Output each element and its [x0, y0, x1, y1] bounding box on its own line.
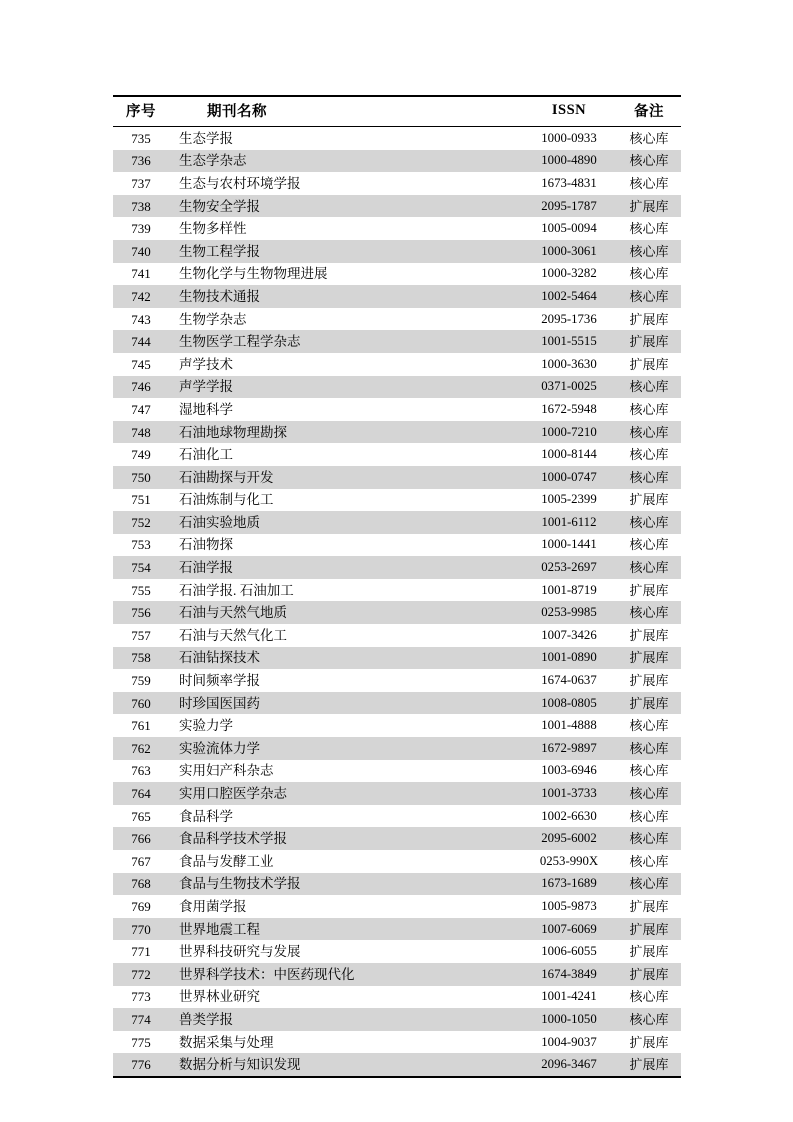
cell-issn: 1001-4241: [541, 989, 597, 1004]
cell-no: 776: [113, 1053, 169, 1077]
table-row: [113, 489, 681, 512]
cell-issn: 1008-0805: [521, 692, 617, 715]
table-row: [113, 1008, 681, 1031]
cell-no: 753: [131, 537, 151, 553]
cell-no: 751: [131, 492, 151, 508]
cell-no: 750: [113, 466, 169, 489]
cell-note: 核心库: [629, 808, 669, 824]
cell-note: 扩展库: [617, 918, 681, 941]
cell-no: 746: [113, 376, 169, 399]
table-row: [113, 285, 681, 308]
cell-note: 核心库: [629, 130, 669, 146]
cell-issn: 1674-3849: [521, 963, 617, 986]
table-row: [113, 127, 681, 150]
table-row: [113, 986, 681, 1009]
cell-journal-name: 声学技术: [179, 356, 233, 372]
column-header-issn: ISSN: [521, 96, 617, 127]
cell-no: 744: [113, 330, 169, 353]
table-row: [113, 940, 681, 963]
cell-note: 核心库: [629, 447, 669, 463]
cell-journal-name: 世界科学技术：中医药现代化: [169, 963, 521, 986]
cell-issn: 1006-6055: [541, 944, 597, 959]
table-row: [113, 624, 681, 647]
column-header-no: 序号: [113, 96, 169, 127]
table-row: [113, 714, 681, 737]
table-row: [113, 240, 681, 263]
cell-journal-name: 食用菌学报: [179, 898, 247, 914]
table-row: [113, 1053, 681, 1077]
table-row: [113, 353, 681, 376]
cell-note: 核心库: [617, 285, 681, 308]
column-header-name: 期刊名称: [169, 96, 521, 127]
cell-note: 核心库: [617, 240, 681, 263]
cell-journal-name: 石油化工: [179, 447, 233, 463]
table-row: [113, 647, 681, 670]
table-row: [113, 1031, 681, 1054]
cell-journal-name: 数据采集与处理: [179, 1034, 274, 1050]
table-row: [113, 918, 681, 941]
table-row: [113, 534, 681, 557]
cell-note: 核心库: [629, 853, 669, 869]
journal-list-table: [113, 95, 681, 1078]
table-row: [113, 963, 681, 986]
cell-journal-name: 石油与天然气地质: [169, 601, 521, 624]
cell-issn: 2096-3467: [521, 1053, 617, 1077]
table-row: [113, 737, 681, 760]
cell-journal-name: 石油物探: [179, 537, 233, 553]
table-header-row: [113, 96, 681, 127]
cell-issn: 1000-7210: [521, 421, 617, 444]
cell-note: 核心库: [617, 737, 681, 760]
cell-issn: 1000-3630: [541, 356, 597, 371]
column-header-note: 备注: [617, 96, 681, 127]
cell-no: 766: [113, 827, 169, 850]
cell-no: 775: [131, 1034, 151, 1050]
table-row: [113, 895, 681, 918]
cell-no: 736: [113, 150, 169, 173]
cell-note: 核心库: [629, 989, 669, 1005]
cell-no: 738: [113, 195, 169, 218]
cell-note: 核心库: [629, 763, 669, 779]
cell-journal-name: 世界林业研究: [179, 989, 260, 1005]
cell-note: 核心库: [617, 556, 681, 579]
cell-journal-name: 数据分析与知识发现: [169, 1053, 521, 1077]
cell-issn: 1002-5464: [521, 285, 617, 308]
cell-note: 核心库: [617, 827, 681, 850]
table-row: [113, 782, 681, 805]
cell-note: 核心库: [629, 401, 669, 417]
cell-no: 757: [131, 627, 151, 643]
table-header: [113, 96, 681, 127]
cell-no: 770: [113, 918, 169, 941]
cell-issn: 1007-6069: [521, 918, 617, 941]
cell-journal-name: 石油实验地质: [169, 511, 521, 534]
cell-no: 771: [131, 944, 151, 960]
cell-note: 扩展库: [629, 898, 669, 914]
table-row: [113, 421, 681, 444]
cell-journal-name: 世界科技研究与发展: [179, 944, 301, 960]
cell-issn: 1005-9873: [541, 898, 597, 913]
cell-no: 740: [113, 240, 169, 263]
cell-journal-name: 生物学杂志: [179, 311, 247, 327]
cell-issn: 0253-2697: [521, 556, 617, 579]
cell-journal-name: 生物安全学报: [169, 195, 521, 218]
cell-journal-name: 石油与天然气化工: [179, 627, 287, 643]
cell-no: 773: [131, 989, 151, 1005]
cell-issn: 1001-0890: [521, 647, 617, 670]
cell-journal-name: 生物医学工程学杂志: [169, 330, 521, 353]
table-row: [113, 398, 681, 421]
cell-journal-name: 时间频率学报: [179, 673, 260, 689]
table-row: [113, 601, 681, 624]
cell-no: 763: [131, 763, 151, 779]
table-row: [113, 827, 681, 850]
cell-journal-name: 石油地球物理勘探: [169, 421, 521, 444]
cell-note: 扩展库: [629, 673, 669, 689]
cell-journal-name: 时珍国医国药: [169, 692, 521, 715]
cell-no: 749: [131, 447, 151, 463]
cell-journal-name: 声学学报: [169, 376, 521, 399]
cell-note: 扩展库: [617, 195, 681, 218]
cell-no: 745: [131, 356, 151, 372]
cell-note: 扩展库: [617, 1053, 681, 1077]
cell-note: 核心库: [617, 421, 681, 444]
cell-issn: 1001-8719: [541, 582, 597, 597]
cell-journal-name: 石油钻探技术: [169, 647, 521, 670]
cell-issn: 1000-1050: [521, 1008, 617, 1031]
cell-note: 核心库: [617, 782, 681, 805]
cell-issn: 1005-0094: [541, 221, 597, 236]
cell-no: 762: [113, 737, 169, 760]
cell-journal-name: 食品与生物技术学报: [169, 873, 521, 896]
cell-issn: 1001-5515: [521, 330, 617, 353]
cell-no: 743: [131, 311, 151, 327]
cell-issn: 1000-8144: [541, 447, 597, 462]
cell-note: 核心库: [617, 601, 681, 624]
table-row: [113, 556, 681, 579]
cell-no: 760: [113, 692, 169, 715]
cell-issn: 1001-6112: [521, 511, 617, 534]
table-body: [113, 127, 681, 1077]
cell-journal-name: 生态学杂志: [169, 150, 521, 173]
cell-journal-name: 石油勘探与开发: [169, 466, 521, 489]
cell-issn: 1001-3733: [521, 782, 617, 805]
cell-journal-name: 食品科学: [179, 808, 233, 824]
table-row: [113, 511, 681, 534]
cell-no: 742: [113, 285, 169, 308]
cell-journal-name: 生物工程学报: [169, 240, 521, 263]
cell-note: 核心库: [617, 1008, 681, 1031]
table-row: [113, 669, 681, 692]
table-row: [113, 263, 681, 286]
cell-no: 756: [113, 601, 169, 624]
table-row: [113, 376, 681, 399]
cell-note: 扩展库: [629, 627, 669, 643]
table-row: [113, 443, 681, 466]
cell-issn: 1005-2399: [541, 492, 597, 507]
cell-no: 759: [131, 673, 151, 689]
cell-note: 核心库: [617, 511, 681, 534]
cell-note: 扩展库: [629, 1034, 669, 1050]
cell-journal-name: 石油学报. 石油加工: [179, 582, 294, 598]
cell-issn: 1674-0637: [541, 673, 597, 688]
cell-note: 核心库: [617, 150, 681, 173]
cell-no: 774: [113, 1008, 169, 1031]
cell-no: 767: [131, 853, 151, 869]
cell-no: 769: [131, 898, 151, 914]
cell-issn: 1007-3426: [541, 627, 597, 642]
cell-no: 747: [131, 401, 151, 417]
cell-no: 755: [131, 582, 151, 598]
cell-note: 扩展库: [617, 330, 681, 353]
cell-issn: 0371-0025: [521, 376, 617, 399]
cell-no: 758: [113, 647, 169, 670]
cell-journal-name: 实验力学: [179, 718, 233, 734]
table-row: [113, 217, 681, 240]
cell-journal-name: 兽类学报: [169, 1008, 521, 1031]
cell-note: 扩展库: [629, 311, 669, 327]
cell-issn: 1673-4831: [541, 175, 597, 190]
cell-issn: 1000-4890: [521, 150, 617, 173]
cell-journal-name: 生物化学与生物物理进展: [179, 266, 328, 282]
cell-no: 754: [113, 556, 169, 579]
cell-issn: 1672-5948: [541, 401, 597, 416]
cell-no: 764: [113, 782, 169, 805]
cell-no: 748: [113, 421, 169, 444]
cell-journal-name: 石油炼制与化工: [179, 492, 274, 508]
cell-journal-name: 实验流体力学: [169, 737, 521, 760]
cell-note: 扩展库: [629, 492, 669, 508]
cell-no: 739: [131, 221, 151, 237]
cell-no: 765: [131, 808, 151, 824]
cell-note: 核心库: [617, 873, 681, 896]
table-row: [113, 805, 681, 828]
table-row: [113, 466, 681, 489]
cell-issn: 1002-6630: [541, 808, 597, 823]
table-row: [113, 172, 681, 195]
cell-note: 核心库: [629, 718, 669, 734]
cell-no: 761: [131, 718, 151, 734]
cell-issn: 1000-0747: [521, 466, 617, 489]
cell-note: 扩展库: [617, 692, 681, 715]
table-row: [113, 579, 681, 602]
cell-note: 扩展库: [617, 963, 681, 986]
cell-issn: 1672-9897: [521, 737, 617, 760]
cell-journal-name: 世界地震工程: [169, 918, 521, 941]
table-row: [113, 873, 681, 896]
cell-issn: 1000-3061: [521, 240, 617, 263]
cell-journal-name: 石油学报: [169, 556, 521, 579]
cell-issn: 2095-1787: [521, 195, 617, 218]
cell-journal-name: 实用口腔医学杂志: [169, 782, 521, 805]
cell-journal-name: 湿地科学: [179, 401, 233, 417]
cell-issn: 2095-6002: [521, 827, 617, 850]
cell-journal-name: 食品与发酵工业: [179, 853, 274, 869]
cell-note: 核心库: [629, 175, 669, 191]
cell-journal-name: 生物多样性: [179, 221, 247, 237]
cell-journal-name: 生物技术通报: [169, 285, 521, 308]
cell-no: 768: [113, 873, 169, 896]
cell-issn: 0253-9985: [521, 601, 617, 624]
cell-issn: 1004-9037: [541, 1034, 597, 1049]
table-row: [113, 850, 681, 873]
cell-issn: 1003-6946: [541, 763, 597, 778]
cell-note: 核心库: [629, 266, 669, 282]
cell-journal-name: 生态与农村环境学报: [179, 175, 301, 191]
cell-issn: 1673-1689: [521, 873, 617, 896]
cell-note: 核心库: [629, 537, 669, 553]
cell-issn: 1000-1441: [541, 537, 597, 552]
cell-issn: 2095-1736: [541, 311, 597, 326]
cell-no: 772: [113, 963, 169, 986]
table-row: [113, 692, 681, 715]
table-row: [113, 308, 681, 331]
table-row: [113, 150, 681, 173]
cell-note: 核心库: [617, 466, 681, 489]
cell-issn: 1001-4888: [541, 718, 597, 733]
table-row: [113, 195, 681, 218]
cell-issn: 0253-990X: [539, 853, 599, 868]
cell-note: 扩展库: [617, 647, 681, 670]
cell-journal-name: 生态学报: [179, 130, 233, 146]
cell-note: 扩展库: [629, 582, 669, 598]
cell-no: 737: [131, 175, 151, 191]
cell-note: 核心库: [617, 376, 681, 399]
cell-journal-name: 食品科学技术学报: [169, 827, 521, 850]
cell-note: 扩展库: [629, 356, 669, 372]
table-row: [113, 760, 681, 783]
cell-no: 735: [131, 130, 151, 146]
cell-issn: 1000-0933: [541, 130, 597, 145]
cell-no: 752: [113, 511, 169, 534]
cell-journal-name: 实用妇产科杂志: [179, 763, 274, 779]
table-row: [113, 330, 681, 353]
cell-note: 扩展库: [629, 944, 669, 960]
cell-note: 核心库: [629, 221, 669, 237]
cell-issn: 1000-3282: [541, 266, 597, 281]
cell-no: 741: [131, 266, 151, 282]
